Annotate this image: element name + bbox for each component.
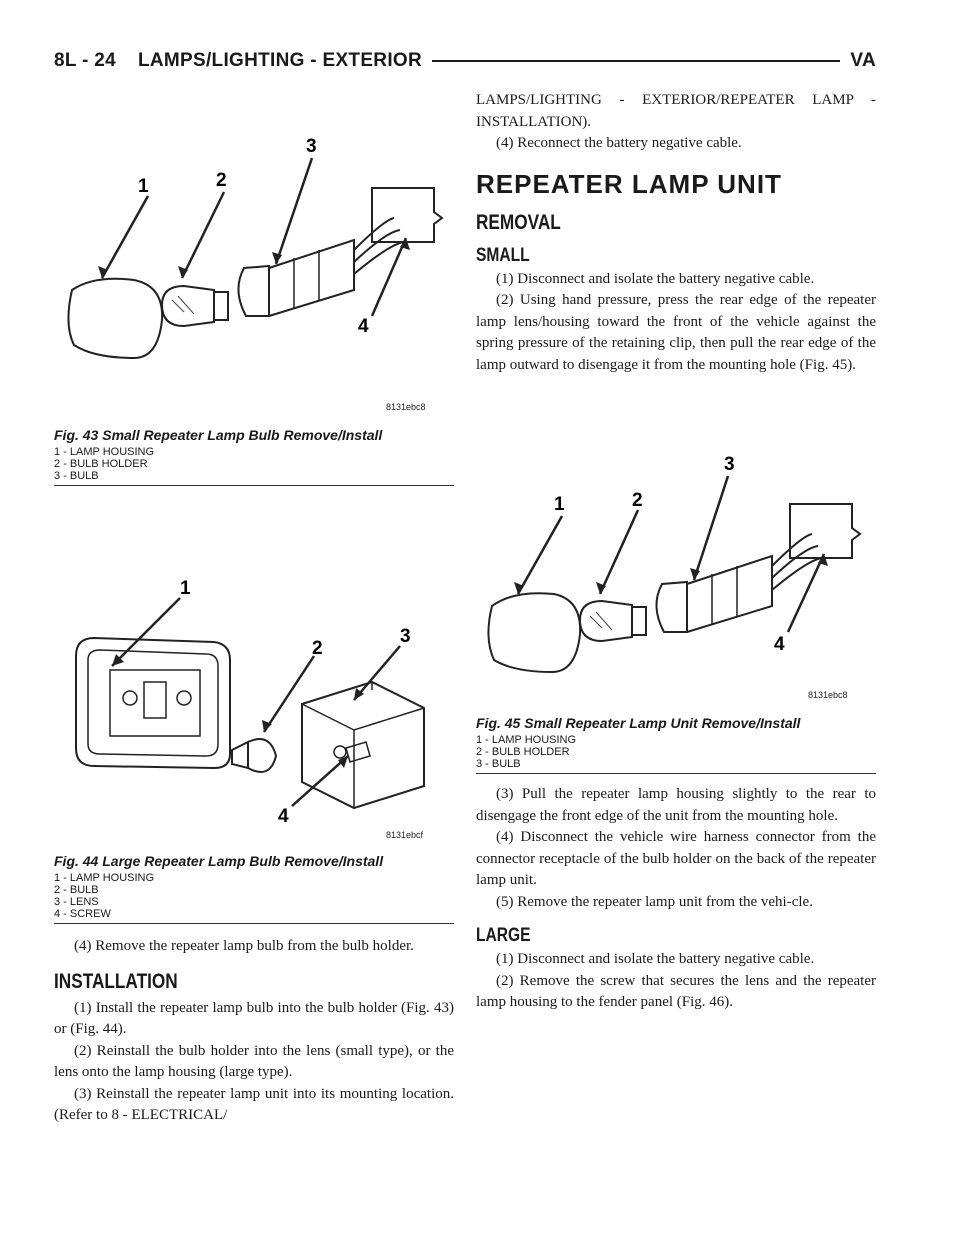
small-removal-step: (3) Pull the repeater lamp housing slightly to the rear to disengage the front edge of the unit from the mounting hole.	[476, 786, 876, 824]
figure-45-legend	[476, 734, 876, 770]
legend-item: 2 - BULB HOLDER	[54, 458, 148, 470]
install-step: (2) Reinstall the bulb holder into the lens (small type), or the lens onto the lamp housing (large type).	[54, 1042, 454, 1080]
legend-item: 3 - BULB	[476, 758, 521, 770]
header-section-number: 8L - 24	[54, 50, 116, 71]
install-step: (1) Install the repeater lamp bulb into the bulb holder (Fig. 43) or (Fig. 44).	[54, 999, 454, 1037]
figure-45-callout-2: 2	[632, 490, 643, 511]
figure-44-callout-3: 3	[400, 626, 411, 647]
small-removal-step: (1) Disconnect and isolate the battery negative cable.	[496, 270, 815, 287]
install-step: (3) Reinstall the repeater lamp unit into its mounting location. (Refer to 8 - ELECTRICAL/	[54, 1085, 454, 1123]
small-removal-step: (5) Remove the repeater lamp unit from the vehi-cle.	[496, 893, 813, 910]
left-column	[54, 90, 454, 1127]
removal-heading: REMOVAL	[476, 210, 561, 234]
legend-item: 3 - LENS	[54, 896, 99, 908]
figure-44-illustration	[54, 486, 454, 827]
small-removal-step: (2) Using hand pressure, press the rear edge of the repeater lamp lens/housing toward the front of the vehicle against the spring pressure of the retaining clip, then pull the rear edge of the lamp outward to disengage it from the mounting hole (Fig. 45).	[476, 292, 876, 373]
figure-45-callout-4: 4	[774, 634, 785, 655]
large-heading: LARGE	[476, 925, 531, 946]
figure-43-callout-4: 4	[358, 316, 369, 337]
removal-step-4: (4) Remove the repeater lamp bulb from the bulb holder.	[74, 938, 414, 954]
legend-item: 1 - LAMP HOUSING	[54, 446, 155, 458]
figure-45-callout-1: 1	[554, 494, 565, 515]
section-title: REPEATER LAMP UNIT	[476, 168, 782, 199]
figure-44-caption: Fig. 44 Large Repeater Lamp Bulb Remove/Install	[54, 853, 384, 869]
figure-43-legend	[54, 446, 454, 482]
legend-item: 2 - BULB HOLDER	[476, 746, 570, 758]
figure-43-callout-2: 2	[216, 170, 227, 191]
install-continued-text: LAMPS/LIGHTING - EXTERIOR/REPEATER LAMP - INSTALLATION).	[476, 92, 876, 130]
legend-item: 4 - SCREW	[54, 908, 111, 920]
figure-45	[476, 376, 876, 712]
legend-item: 2 - BULB	[54, 884, 99, 896]
small-removal-step: (4) Disconnect the vehicle wire harness connector from the connector receptacle of the bulb holder on the back of the repeater lamp unit.	[476, 829, 876, 888]
figure-45-illustration	[476, 376, 876, 712]
figure-44-legend	[54, 872, 454, 920]
large-removal-step: (2) Remove the screw that secures the lens and the repeater lamp housing to the fender panel (Fig. 46).	[476, 972, 876, 1010]
installation-heading: INSTALLATION	[54, 969, 178, 993]
figure-44-callout-2: 2	[312, 638, 323, 659]
figure-43	[54, 90, 454, 412]
page-header	[54, 44, 876, 78]
figure-45-caption: Fig. 45 Small Repeater Lamp Unit Remove/Install	[476, 715, 801, 731]
small-heading: SMALL	[476, 244, 530, 266]
legend-item: 1 - LAMP HOUSING	[476, 734, 577, 746]
figure-44-callout-1: 1	[180, 578, 191, 599]
legend-item: 1 - LAMP HOUSING	[54, 872, 155, 884]
figure-44	[54, 486, 454, 840]
header-vehicle-code: VA	[850, 50, 876, 71]
figure-43-callout-1: 1	[138, 176, 149, 197]
figure-44-code: 8131ebcf	[386, 830, 424, 840]
header-rule	[432, 60, 840, 62]
figure-43-illustration	[54, 90, 454, 402]
header-title: LAMPS/LIGHTING - EXTERIOR	[137, 50, 423, 71]
figure-43-callout-3: 3	[306, 136, 317, 157]
figure-43-code: 8131ebc8	[386, 402, 426, 412]
legend-item: 3 - BULB	[54, 470, 99, 482]
large-removal-step: (1) Disconnect and isolate the battery negative cable.	[496, 951, 815, 967]
figure-43-caption: Fig. 43 Small Repeater Lamp Bulb Remove/Install	[54, 427, 383, 443]
install-step: (4) Reconnect the battery negative cable.	[496, 135, 742, 151]
figure-45-code: 8131ebc8	[808, 690, 848, 700]
figure-45-callout-3: 3	[724, 454, 735, 475]
right-column	[476, 90, 876, 1014]
figure-44-callout-4: 4	[278, 806, 289, 827]
